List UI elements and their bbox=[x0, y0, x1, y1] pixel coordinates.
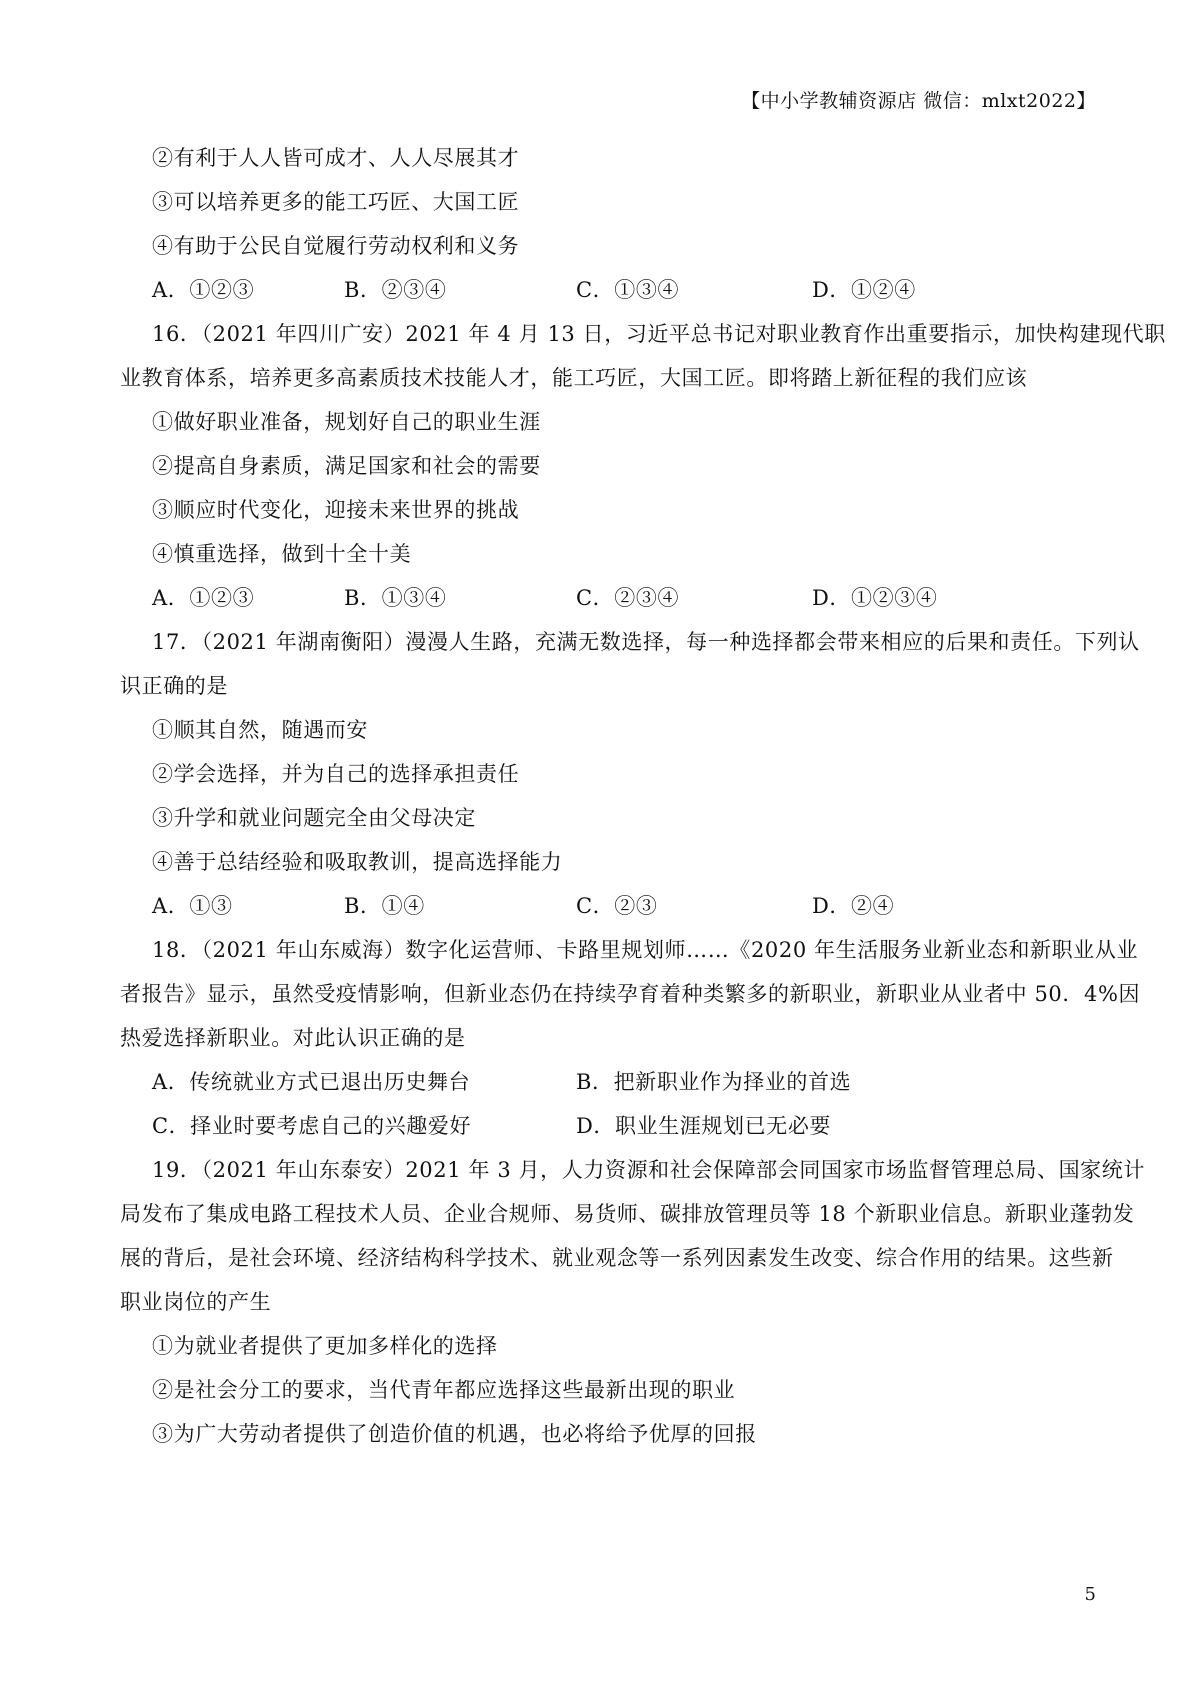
q16-stem-line-2: 业教育体系，培养更多高素质技术技能人才，能工巧匠，大国工匠。即将踏上新征程的我们应该 bbox=[120, 366, 1028, 390]
q17-option-b: B．①④ bbox=[344, 894, 425, 918]
q16-statement-1: ①做好职业准备，规划好自己的职业生涯 bbox=[152, 410, 541, 434]
header-note: 【中小学教辅资源店 微信：mlxt2022】 bbox=[741, 90, 1096, 112]
q19-statement-2: ②是社会分工的要求，当代青年都应选择这些最新出现的职业 bbox=[152, 1378, 736, 1402]
q19-stem-line-1: 19．（2021 年山东泰安）2021 年 3 月，人力资源和社会保障部会同国家市场监督管理总局、国家统计 bbox=[152, 1158, 1145, 1182]
q18-option-d: D．职业生涯规划已无必要 bbox=[576, 1114, 832, 1138]
q16-stem-line-1: 16．（2021 年四川广安）2021 年 4 月 13 日，习近平总书记对职业教育作出重要指示，加快构建现代职 bbox=[152, 322, 1166, 346]
q17-stem-line-1: 17．（2021 年湖南衡阳）漫漫人生路，充满无数选择，每一种选择都会带来相应的后果和责任。下列认 bbox=[152, 630, 1140, 654]
q17-statement-2: ②学会选择，并为自己的选择承担责任 bbox=[152, 762, 520, 786]
q17-option-a: A．①③ bbox=[152, 894, 233, 918]
q17-option-c: C．②③ bbox=[576, 894, 658, 918]
q17-statement-3: ③升学和就业问题完全由父母决定 bbox=[152, 806, 476, 830]
q18-option-a: A．传统就业方式已退出历史舞台 bbox=[152, 1070, 471, 1094]
q17-statement-1: ①顺其自然，随遇而安 bbox=[152, 718, 368, 742]
q18-stem-line-2: 者报告》显示，虽然受疫情影响，但新业态仍在持续孕育着种类繁多的新职业，新职业从业者中 50．4%因 bbox=[120, 982, 1141, 1006]
q19-stem-line-2: 局发布了集成电路工程技术人员、企业合规师、易货师、碳排放管理员等 18 个新职业信息。新职业蓬勃发 bbox=[120, 1202, 1135, 1226]
q15-option-b: B．②③④ bbox=[344, 278, 447, 302]
q15-statement-4: ④有助于公民自觉履行劳动权利和义务 bbox=[152, 234, 520, 258]
q16-option-b: B．①③④ bbox=[344, 586, 447, 610]
q16-option-a: A．①②③ bbox=[152, 586, 255, 610]
q19-statement-1: ①为就业者提供了更加多样化的选择 bbox=[152, 1334, 498, 1358]
q15-option-c: C．①③④ bbox=[576, 278, 680, 302]
q19-stem-line-3: 展的背后，是社会环境、经济结构科学技术、就业观念等一系列因素发生改变、综合作用的结果。这些新 bbox=[120, 1246, 1114, 1270]
q15-statement-2: ②有利于人人皆可成才、人人尽展其才 bbox=[152, 146, 520, 170]
q16-statement-3: ③顺应时代变化，迎接未来世界的挑战 bbox=[152, 498, 520, 522]
q15-option-a: A．①②③ bbox=[152, 278, 255, 302]
q16-statement-4: ④慎重选择，做到十全十美 bbox=[152, 542, 412, 566]
q15-statement-3: ③可以培养更多的能工巧匠、大国工匠 bbox=[152, 190, 520, 214]
q17-statement-4: ④善于总结经验和吸取教训，提高选择能力 bbox=[152, 850, 563, 874]
q16-statement-2: ②提高自身素质，满足国家和社会的需要 bbox=[152, 454, 541, 478]
q15-option-d: D．①②④ bbox=[812, 278, 916, 302]
q16-option-d: D．①②③④ bbox=[812, 586, 938, 610]
q18-option-c: C．择业时要考虑自己的兴趣爱好 bbox=[152, 1114, 472, 1138]
q19-statement-3: ③为广大劳动者提供了创造价值的机遇，也必将给予优厚的回报 bbox=[152, 1422, 757, 1446]
q17-stem-line-2: 识正确的是 bbox=[120, 674, 228, 698]
q17-option-d: D．②④ bbox=[812, 894, 895, 918]
q18-stem-line-3: 热爱选择新职业。对此认识正确的是 bbox=[120, 1026, 466, 1050]
q19-stem-line-4: 职业岗位的产生 bbox=[120, 1290, 272, 1314]
q18-option-b: B．把新职业作为择业的首选 bbox=[576, 1070, 852, 1094]
page-number: 5 bbox=[1084, 1584, 1096, 1605]
q18-stem-line-1: 18．（2021 年山东威海）数字化运营师、卡路里规划师……《2020 年生活服务业新业态和新职业从业 bbox=[152, 938, 1139, 962]
q16-option-c: C．②③④ bbox=[576, 586, 680, 610]
